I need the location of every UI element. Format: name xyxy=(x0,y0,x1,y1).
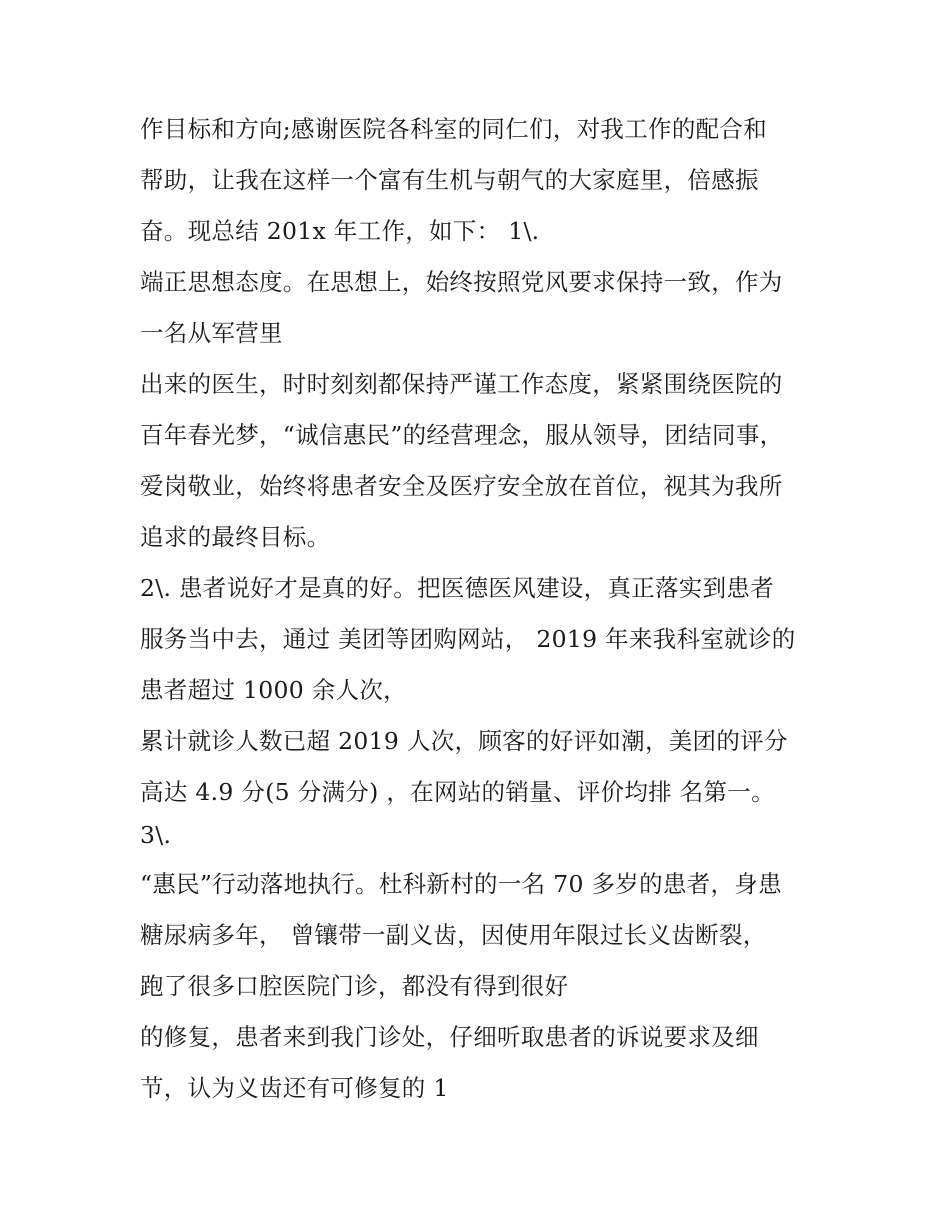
text-line: 节，认为义齿还有可修复的 1 xyxy=(140,1074,449,1102)
text-line: 2\. 患者说好才是真的好。把医德医风建设，真正落实到患者 xyxy=(140,574,775,602)
text-line: 患者超过 1000 余人次， xyxy=(140,676,407,704)
text-line: 高达 4.9 分(5 分满分) ，在网站的销量、评价均排 名第一。 xyxy=(140,778,775,806)
text-line: 3\. xyxy=(140,821,172,849)
text-line: 一名从军营里 xyxy=(140,319,283,347)
text-line: 帮助，让我在这样一个富有生机与朝气的大家庭里，倍感振 xyxy=(140,166,759,194)
text-line: “惠民”行动落地执行。杜科新村的一名 70 多岁的患者，身患 xyxy=(140,870,782,898)
text-line: 糖尿病多年， 曾镶带一副义齿，因使用年限过长义齿断裂， xyxy=(140,921,767,949)
text-line: 奋。现总结 201x 年工作，如下： 1\. xyxy=(140,217,540,245)
text-line: 爱岗敬业，始终将患者安全及医疗安全放在首位，视其为我所 xyxy=(140,472,783,500)
text-line: 出来的医生，时时刻刻都保持严谨工作态度，紧紧围绕医院的 xyxy=(140,370,783,398)
text-line: 服务当中去，通过 美团等团购网站， 2019 年来我科室就诊的 xyxy=(140,625,796,653)
text-line: 作目标和方向;感谢医院各科室的同仁们，对我工作的配合和 xyxy=(140,115,768,143)
text-line: 追求的最终目标。 xyxy=(140,523,331,551)
text-line: 跑了很多口腔医院门诊，都没有得到很好 xyxy=(140,972,569,1000)
text-line: 端正思想态度。在思想上，始终按照党风要求保持一致，作为 xyxy=(140,268,783,296)
text-line: 百年春光梦，“诚信惠民”的经营理念，服从领导，团结同事， xyxy=(140,421,784,449)
text-line: 的修复，患者来到我门诊处，仔细听取患者的诉说要求及细 xyxy=(140,1023,759,1051)
text-line: 累计就诊人数已超 2019 人次，顾客的好评如潮，美团的评分 xyxy=(140,727,788,755)
